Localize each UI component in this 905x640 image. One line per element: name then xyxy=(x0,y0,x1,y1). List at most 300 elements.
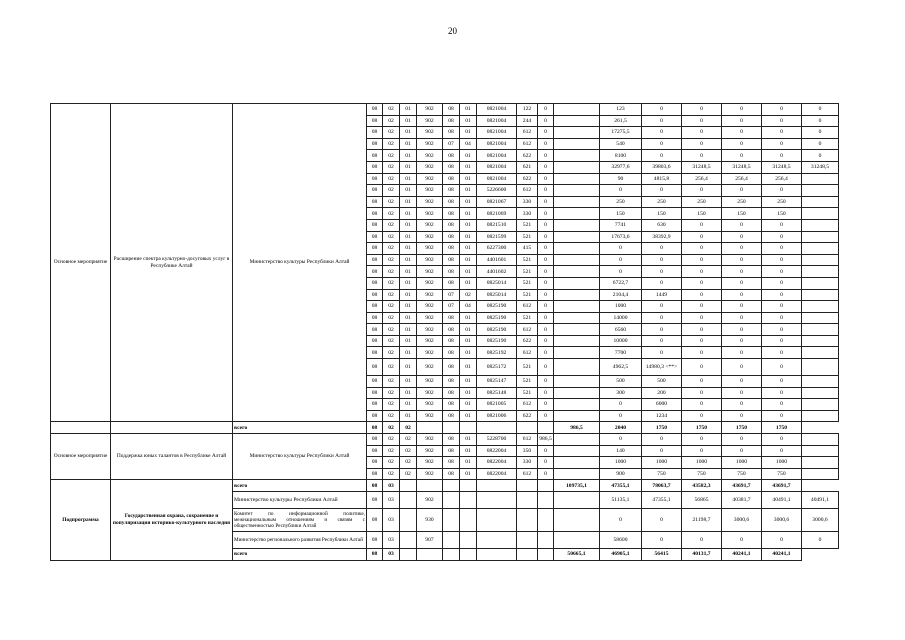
table-cell: 08 xyxy=(367,161,383,173)
table-cell: 5226600 xyxy=(477,185,517,197)
table-cell xyxy=(460,549,477,561)
table-cell: 01 xyxy=(400,138,417,150)
table-cell: 0 xyxy=(682,532,722,549)
table-cell: 256,4 xyxy=(762,173,802,185)
table-cell xyxy=(554,161,600,173)
table-cell: 0 xyxy=(538,161,554,173)
table-cell: 51135,1 xyxy=(600,492,642,509)
table-cell xyxy=(477,492,517,509)
table-cell: 01 xyxy=(460,359,477,376)
table-cell: 0 xyxy=(802,127,839,139)
table-cell: 902 xyxy=(417,457,443,469)
table-cell: 01 xyxy=(400,335,417,347)
table-cell: 415 xyxy=(517,243,538,255)
table-cell: 21198,7 xyxy=(682,509,722,532)
table-cell: 0 xyxy=(642,277,682,289)
table-cell: 0 xyxy=(538,335,554,347)
table-cell: 250 xyxy=(642,196,682,208)
table-cell: 0 xyxy=(538,231,554,243)
table-cell xyxy=(802,457,839,469)
table-cell xyxy=(802,445,839,457)
table-cell: 08 xyxy=(367,422,383,434)
table-cell xyxy=(554,457,600,469)
table-cell: 200 xyxy=(642,387,682,399)
table-cell: всего xyxy=(233,549,367,561)
table-cell: 01 xyxy=(400,231,417,243)
table-cell: 521 xyxy=(517,359,538,376)
table-cell: Государственная охрана, сохранение и популяризация историко-культурного наследия xyxy=(111,480,233,560)
table-cell: 1234 xyxy=(642,410,682,422)
table-cell: 0 xyxy=(642,324,682,336)
table-cell xyxy=(554,196,600,208)
table-cell: 150 xyxy=(642,208,682,220)
table-cell xyxy=(554,410,600,422)
table-cell: 08 xyxy=(443,231,460,243)
table-cell: 47355,1 xyxy=(642,492,682,509)
table-cell: 08 xyxy=(367,138,383,150)
table-cell: 0825192 xyxy=(477,347,517,359)
table-cell: 08 xyxy=(367,335,383,347)
table-cell xyxy=(417,480,443,492)
table-cell: 0 xyxy=(600,243,642,255)
table-cell xyxy=(460,422,477,434)
table-cell: 500 xyxy=(642,376,682,388)
table-cell: 02 xyxy=(383,387,400,399)
table-cell: 140 xyxy=(600,445,642,457)
table-cell: 0 xyxy=(642,301,682,313)
table-cell xyxy=(554,387,600,399)
table-cell: 01 xyxy=(460,277,477,289)
table-cell: 6227300 xyxy=(477,243,517,255)
table-cell: 01 xyxy=(400,161,417,173)
table-cell: 02 xyxy=(383,335,400,347)
table-cell: 902 xyxy=(417,359,443,376)
table-cell xyxy=(517,480,538,492)
table-cell: 0 xyxy=(682,254,722,266)
table-cell xyxy=(802,335,839,347)
table-cell: 0 xyxy=(682,312,722,324)
table-cell xyxy=(443,549,460,561)
table-cell xyxy=(443,480,460,492)
table-cell: 0 xyxy=(762,312,802,324)
table-cell: 630 xyxy=(642,219,682,231)
table-cell: 01 xyxy=(400,301,417,313)
table-cell xyxy=(460,532,477,549)
table-cell: 02 xyxy=(383,115,400,127)
table-cell: 0821004 xyxy=(477,161,517,173)
table-cell: 0 xyxy=(762,434,802,446)
table-cell: 902 xyxy=(417,243,443,255)
table-cell: 902 xyxy=(417,104,443,116)
table-cell: 08 xyxy=(443,434,460,446)
table-cell: 40491,1 xyxy=(802,492,839,509)
table-cell: 0825190 xyxy=(477,312,517,324)
table-cell: 08 xyxy=(443,243,460,255)
table-cell: 0 xyxy=(762,231,802,243)
table-cell xyxy=(802,312,839,324)
table-cell: 0 xyxy=(538,387,554,399)
table-cell: 0 xyxy=(538,173,554,185)
table-cell: 902 xyxy=(417,335,443,347)
table-cell: 0 xyxy=(762,254,802,266)
table-cell: 56415 xyxy=(642,549,682,561)
table-cell: 0 xyxy=(722,277,762,289)
table-cell: 08 xyxy=(443,410,460,422)
table-cell: 02 xyxy=(383,312,400,324)
table-cell: 0 xyxy=(538,243,554,255)
table-cell: 0 xyxy=(762,376,802,388)
table-cell: 0 xyxy=(802,115,839,127)
table-cell: 02 xyxy=(383,376,400,388)
table-cell xyxy=(802,410,839,422)
table-cell: 31248,5 xyxy=(802,161,839,173)
table-cell: 08 xyxy=(443,173,460,185)
table-cell: 08 xyxy=(443,324,460,336)
table-cell xyxy=(400,480,417,492)
table-cell: 02 xyxy=(383,127,400,139)
table-cell: 0821599 xyxy=(477,231,517,243)
table-cell: 612 xyxy=(517,185,538,197)
table-cell xyxy=(554,231,600,243)
table-cell xyxy=(517,492,538,509)
table-cell: 47355,1 xyxy=(600,480,642,492)
table-cell: 56865 xyxy=(682,492,722,509)
table-cell: 612 xyxy=(517,399,538,411)
table-cell: 08 xyxy=(367,231,383,243)
table-cell: 01 xyxy=(460,410,477,422)
table-cell: 0 xyxy=(538,312,554,324)
table-cell xyxy=(443,422,460,434)
table-cell: 0 xyxy=(600,266,642,278)
table-cell: 01 xyxy=(460,231,477,243)
table-cell: 0 xyxy=(538,104,554,116)
table-cell: 612 xyxy=(517,468,538,480)
table-cell: 01 xyxy=(460,399,477,411)
table-cell: 01 xyxy=(460,208,477,220)
table-cell xyxy=(517,549,538,561)
table-cell: 0 xyxy=(722,410,762,422)
table-cell: 0 xyxy=(642,138,682,150)
table-cell: 902 xyxy=(417,254,443,266)
table-cell: 02 xyxy=(383,161,400,173)
table-cell: 0 xyxy=(722,359,762,376)
table-cell: 902 xyxy=(417,219,443,231)
table-cell: 02 xyxy=(383,301,400,313)
table-cell: 08 xyxy=(367,347,383,359)
table-cell: 01 xyxy=(400,173,417,185)
table-cell: 0 xyxy=(538,376,554,388)
table-cell: 0 xyxy=(762,266,802,278)
table-cell: 0 xyxy=(538,254,554,266)
table-cell: 902 xyxy=(417,277,443,289)
table-cell xyxy=(538,549,554,561)
table-cell: 01 xyxy=(460,173,477,185)
table-cell: 0 xyxy=(538,359,554,376)
table-cell: 0 xyxy=(722,347,762,359)
table-cell: 350 xyxy=(517,445,538,457)
table-cell: 612 xyxy=(517,301,538,313)
table-cell: 902 xyxy=(417,410,443,422)
table-cell: 0 xyxy=(682,185,722,197)
table-cell: 0 xyxy=(538,127,554,139)
table-cell: 14980,3 <**> xyxy=(642,359,682,376)
table-cell: Подпрограмма xyxy=(51,480,111,560)
table-cell xyxy=(802,289,839,301)
table-cell: 08 xyxy=(367,301,383,313)
table-cell: 0 xyxy=(722,324,762,336)
table-cell: 08 xyxy=(367,289,383,301)
table-cell: 0825190 xyxy=(477,335,517,347)
table-cell: Комитет по информационной политике, межнациональным отношениям и связям с общественностью Республики Алтай xyxy=(233,509,367,532)
table-cell: 0 xyxy=(722,185,762,197)
table-cell: 0 xyxy=(682,359,722,376)
table-cell: 902 xyxy=(417,324,443,336)
table-cell: 902 xyxy=(417,115,443,127)
table-cell: 08 xyxy=(443,277,460,289)
table-cell: 0822004 xyxy=(477,457,517,469)
table-cell xyxy=(477,480,517,492)
table-cell: 4401602 xyxy=(477,266,517,278)
table-cell: 0 xyxy=(802,138,839,150)
table-cell: 08 xyxy=(443,347,460,359)
table-cell xyxy=(477,509,517,532)
table-cell: 0 xyxy=(682,138,722,150)
table-cell: 0 xyxy=(642,434,682,446)
table-cell: 0 xyxy=(762,277,802,289)
table-cell: 0 xyxy=(722,434,762,446)
table-cell: 930 xyxy=(417,509,443,532)
table-cell xyxy=(554,185,600,197)
table-cell: 08 xyxy=(443,196,460,208)
table-cell: 0825190 xyxy=(477,324,517,336)
table-cell: 902 xyxy=(417,434,443,446)
table-cell: 0 xyxy=(600,434,642,446)
table-cell: 0 xyxy=(600,399,642,411)
page-number: 20 xyxy=(448,26,457,36)
table-cell: 01 xyxy=(400,266,417,278)
table-cell: 02 xyxy=(460,289,477,301)
table-cell: 08 xyxy=(367,104,383,116)
table-cell xyxy=(554,104,600,116)
table-cell: 01 xyxy=(460,243,477,255)
table-cell xyxy=(802,219,839,231)
table-cell: 123 xyxy=(600,104,642,116)
table-cell: 02 xyxy=(383,410,400,422)
table-cell: 8100 xyxy=(600,150,642,162)
table-cell: 902 xyxy=(417,127,443,139)
table-cell: 02 xyxy=(383,434,400,446)
table-cell: 08 xyxy=(367,115,383,127)
table-cell: 622 xyxy=(517,410,538,422)
table-cell: 08 xyxy=(443,219,460,231)
table-cell: 500 xyxy=(600,376,642,388)
table-cell: 08 xyxy=(367,277,383,289)
table-cell: 0 xyxy=(762,150,802,162)
table-cell: 08 xyxy=(367,127,383,139)
table-cell: 0 xyxy=(722,138,762,150)
table-cell: 0 xyxy=(538,445,554,457)
table-cell xyxy=(538,532,554,549)
table-cell: 02 xyxy=(383,266,400,278)
table-cell xyxy=(554,138,600,150)
table-row xyxy=(51,104,839,116)
table-cell: 0 xyxy=(642,347,682,359)
table-cell: 01 xyxy=(460,312,477,324)
table-cell: 3000,6 xyxy=(802,509,839,532)
table-cell: 3000,6 xyxy=(722,509,762,532)
table-cell: 1000 xyxy=(600,457,642,469)
table-cell: 2040 xyxy=(600,422,642,434)
table-cell: 0821510 xyxy=(477,219,517,231)
table-cell: Министерство регионального развития Республики Алтай xyxy=(233,532,367,549)
table-cell: 0 xyxy=(642,115,682,127)
table-cell: 902 xyxy=(417,161,443,173)
table-cell: 6560 xyxy=(600,324,642,336)
table-cell: 46905,1 xyxy=(600,549,642,561)
table-cell: 0 xyxy=(682,399,722,411)
table-cell: 02 xyxy=(383,254,400,266)
table-cell: 03 xyxy=(383,509,400,532)
table-cell: 08 xyxy=(367,492,383,509)
table-cell: 01 xyxy=(460,161,477,173)
table-cell xyxy=(802,231,839,243)
table-cell: 01 xyxy=(460,376,477,388)
table-cell xyxy=(554,115,600,127)
table-cell: 622 xyxy=(517,173,538,185)
table-cell: 0 xyxy=(682,150,722,162)
table-cell: 01 xyxy=(460,150,477,162)
table-cell: 43691,7 xyxy=(762,480,802,492)
table-cell xyxy=(802,376,839,388)
table-cell: 902 xyxy=(417,399,443,411)
table-cell: 6722,7 xyxy=(600,277,642,289)
table-cell: 01 xyxy=(460,468,477,480)
table-cell: 02 xyxy=(383,445,400,457)
table-cell: 08 xyxy=(443,468,460,480)
table-cell xyxy=(554,399,600,411)
table-cell: 0 xyxy=(682,104,722,116)
table-cell: 0 xyxy=(538,468,554,480)
table-cell: 0 xyxy=(538,289,554,301)
table-cell xyxy=(802,254,839,266)
table-cell: 01 xyxy=(400,399,417,411)
table-cell xyxy=(802,196,839,208)
table-cell: 1000 xyxy=(722,457,762,469)
table-cell: 90 xyxy=(600,173,642,185)
table-cell: 14000 xyxy=(600,312,642,324)
table-cell: 01 xyxy=(400,243,417,255)
table-cell: 521 xyxy=(517,387,538,399)
table-cell: 0821069 xyxy=(477,208,517,220)
table-cell: 02 xyxy=(383,399,400,411)
table-cell xyxy=(111,422,233,434)
table-cell: 0 xyxy=(538,196,554,208)
table-cell: 986,5 xyxy=(554,422,600,434)
table-cell xyxy=(802,468,839,480)
table-cell: 0 xyxy=(682,434,722,446)
table-cell: 902 xyxy=(417,289,443,301)
table-cell: Основное мероприятие xyxy=(51,434,111,480)
table-cell: 0 xyxy=(722,376,762,388)
table-cell: 03 xyxy=(383,549,400,561)
table-cell: 0 xyxy=(642,445,682,457)
table-cell: 08 xyxy=(367,434,383,446)
table-cell: 08 xyxy=(443,104,460,116)
table-cell: 0 xyxy=(722,289,762,301)
table-cell: 02 xyxy=(383,468,400,480)
table-cell: 02 xyxy=(400,457,417,469)
table-cell: 0 xyxy=(642,509,682,532)
table-cell: 0 xyxy=(538,301,554,313)
table-cell: 08 xyxy=(443,376,460,388)
table-cell: 02 xyxy=(383,243,400,255)
table-cell: 4815,8 xyxy=(642,173,682,185)
table-cell: 39803,6 xyxy=(642,161,682,173)
table-cell xyxy=(802,324,839,336)
table-cell: 0 xyxy=(538,138,554,150)
table-cell xyxy=(554,127,600,139)
table-cell: 902 xyxy=(417,468,443,480)
table-cell: 0 xyxy=(762,185,802,197)
table-cell xyxy=(554,509,600,532)
table-cell: 256,4 xyxy=(722,173,762,185)
table-cell: 08 xyxy=(367,185,383,197)
table-cell xyxy=(554,376,600,388)
table-cell: 08 xyxy=(443,399,460,411)
table-cell: 01 xyxy=(400,312,417,324)
table-cell: 900 xyxy=(600,468,642,480)
table-cell xyxy=(554,359,600,376)
table-cell: 0 xyxy=(682,376,722,388)
table-cell: 01 xyxy=(460,127,477,139)
table-cell: 612 xyxy=(517,127,538,139)
table-cell: 0825014 xyxy=(477,289,517,301)
table-cell: Министерство культуры Республики Алтай xyxy=(233,434,367,480)
table-cell: 0 xyxy=(538,219,554,231)
table-cell: Министерство культуры Республики Алтай xyxy=(233,104,367,422)
table-cell: 08 xyxy=(367,376,383,388)
table-cell: 1000 xyxy=(682,457,722,469)
table-cell: 0 xyxy=(642,312,682,324)
table-cell: 03 xyxy=(383,480,400,492)
table-cell: 01 xyxy=(400,104,417,116)
table-cell: 0 xyxy=(762,301,802,313)
table-cell: Расширение спектра культурно-досуговых услуг в Республике Алтай xyxy=(111,104,233,422)
table-cell: 0 xyxy=(538,208,554,220)
table-cell xyxy=(802,387,839,399)
table-cell xyxy=(554,492,600,509)
table-cell: 0 xyxy=(802,532,839,549)
table-cell: 0 xyxy=(682,301,722,313)
table-cell xyxy=(400,532,417,549)
table-cell: 902 xyxy=(417,173,443,185)
table-cell: 07 xyxy=(443,138,460,150)
table-cell: 0 xyxy=(762,138,802,150)
table-cell: 0 xyxy=(762,335,802,347)
table-cell: 0 xyxy=(682,410,722,422)
table-cell: 0 xyxy=(682,445,722,457)
table-cell: 902 xyxy=(417,208,443,220)
table-cell: 0 xyxy=(682,335,722,347)
table-cell: 0 xyxy=(722,335,762,347)
table-cell: 38392,9 xyxy=(642,231,682,243)
table-cell: 04 xyxy=(460,138,477,150)
table-cell: 902 xyxy=(417,266,443,278)
table-cell: 0 xyxy=(642,127,682,139)
table-cell: 08 xyxy=(367,254,383,266)
table-cell: 08 xyxy=(367,150,383,162)
table-cell: 0821004 xyxy=(477,104,517,116)
